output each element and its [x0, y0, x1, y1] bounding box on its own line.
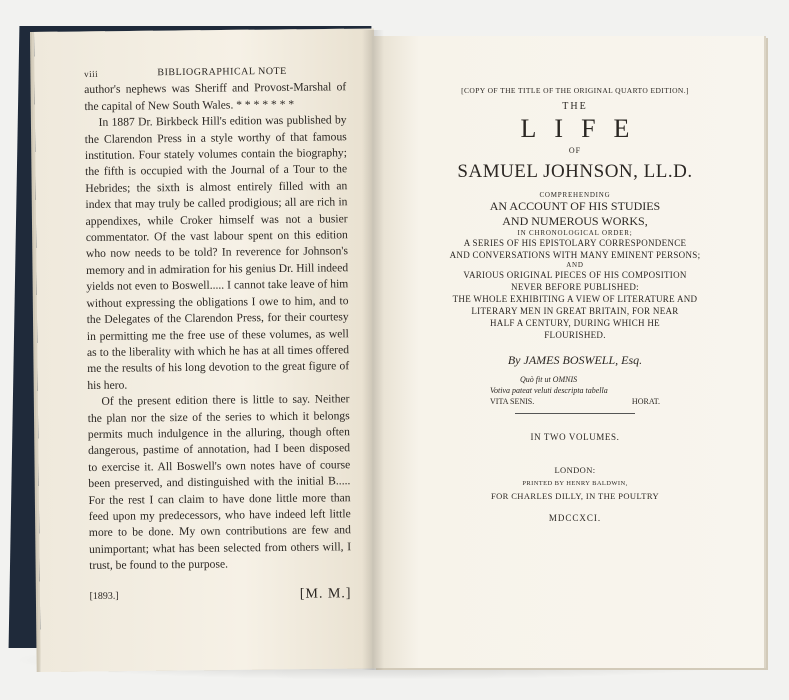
footer-year: [1893.] [89, 590, 119, 602]
never-line: NEVER BEFORE PUBLISHED: [511, 282, 639, 292]
author-name: JAMES BOSWELL, Esq. [523, 353, 643, 367]
motto-line-1: Quò fit ut OMNIS [520, 375, 578, 384]
imprint-printer: PRINTED BY HENRY BALDWIN, [522, 480, 628, 487]
imprint-year: MDCCXCI. [548, 513, 602, 523]
motto-line-2: Votiva pateat veluti descripta tabella [490, 386, 608, 395]
motto [490, 374, 660, 407]
motto-vita: VITA SENIS. [490, 397, 535, 406]
whole-line-3: HALF A CENTURY, DURING WHICH HE [490, 318, 660, 328]
series-line: A SERIES OF HIS EPISTOLARY CORRESPONDENCE [463, 238, 687, 248]
page-number: viii [84, 68, 99, 79]
comprehending: COMPREHENDING [539, 191, 611, 199]
author-line [410, 353, 740, 368]
running-head: BIBLIOGRAPHICAL NOTE [157, 65, 287, 79]
footer-initials: [M. M.] [299, 585, 352, 602]
paragraph: author's nephews was Sheriff and Provost-Marshal of the capital of New South Wales. * * * * * * * [84, 80, 347, 113]
book-gutter [362, 30, 384, 670]
volumes: IN TWO VOLUMES. [530, 432, 620, 442]
title-life: LIFE [520, 114, 648, 143]
whole-line-2: LITERARY MEN IN GREAT BRITAIN, FOR NEAR [471, 306, 679, 316]
works-line: AND NUMEROUS WORKS, [502, 214, 648, 228]
and-line: AND [566, 261, 584, 269]
whole-line-1: THE WHOLE EXHIBITING A VIEW OF LITERATURE AND [452, 294, 698, 304]
whole-line-4: FLOURISHED. [544, 330, 606, 340]
left-page-text [84, 63, 352, 605]
left-page-footer [89, 586, 351, 605]
various-line: VARIOUS ORIGINAL PIECES OF HIS COMPOSITION [463, 270, 687, 280]
paragraph: Of the present edition there is little to say. Neither the plan nor the size of the series to which it belongs permits much indulgence in the alluring, though often dangerous, pastime of annotation, had I been disposed to exercise it. All Boswell's own notes have of course been preserved, and distinguished with the initial B..... For the rest I can claim to have done little more than feed upon my predecessors, who have indeed left little more to be done. My own contributions are few and unimportant; what has been selected from others will, I trust, be found to the purpose. [87, 392, 352, 573]
chron-line: IN CHRONOLOGICAL ORDER; [517, 229, 633, 237]
divider-rule [515, 413, 635, 414]
imprint [410, 464, 740, 503]
title-of: OF [568, 146, 582, 155]
paragraph: In 1887 Dr. Birkbeck Hill's edition was published by the Clarendon Press in a style worthy of that famous institution. Four stately volumes contain the biography; the fifth is occupied with the Journal of a Tour to the Hebrides; the sixth is almost entirely filled with an index that may truly be called prodigious; all are rich in appendixes, while Croker himself was not a busier commentator. Of the vast labour spent on this edition who now needs to be told? In reverence for Johnson's memory and in admiration for his genius Dr. Hill indeed yields not even to Boswell..... I cannot take leave of him without expressing the obligations I owe to him, and to the Delegates of the Clarendon Press, for their courtesy in permitting me the free use of these volumes, as well as to the liberality with which he has at all times offered me the results of his long devotion to the great figure of his hero. [84, 113, 350, 392]
imprint-place: LONDON: [554, 465, 596, 475]
account-line: AN ACCOUNT OF HIS STUDIES [489, 199, 661, 213]
motto-source: HORAT. [631, 397, 660, 406]
imprint-publisher: FOR CHARLES DILLY, IN THE POULTRY [490, 491, 660, 501]
edition-note: [COPY OF THE TITLE OF THE ORIGINAL QUARTO EDITION.] [461, 86, 689, 95]
title-page [410, 86, 740, 523]
title-the: THE [562, 101, 588, 112]
conversations-line: AND CONVERSATIONS WITH MANY EMINENT PERSONS; [449, 250, 701, 260]
motto-line-3 [490, 396, 660, 407]
title-subject: SAMUEL JOHNSON, LL.D. [457, 161, 693, 182]
author-by: By [507, 353, 521, 367]
